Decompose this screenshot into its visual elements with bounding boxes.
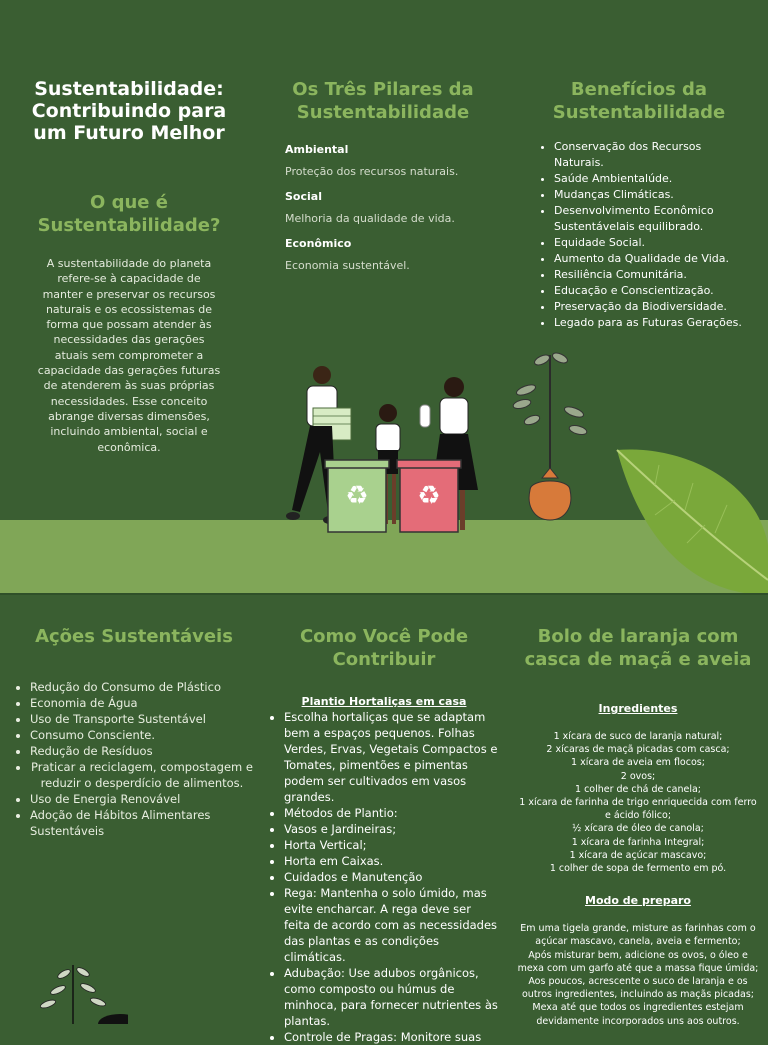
list-item: • Consumo Consciente.: [30, 727, 254, 743]
pillar-text: Economia sustentável.: [285, 259, 410, 272]
back-panel: [0, 595, 768, 1044]
list-item: • Adubação: Use adubos orgânicos, como composto ou húmus de minhoca, para fornecer nutrientes às plantas.: [284, 965, 500, 1029]
list-item: • Aumento da Qualidade de Vida.: [554, 251, 752, 267]
actions-column: [14, 625, 254, 839]
actions-heading: Ações Sustentáveis: [35, 626, 233, 647]
list-item: 1 xícara de farinha Integral;: [571, 836, 705, 848]
recipe-heading: Bolo de laranja com casca de maçã e aveia: [524, 626, 752, 670]
contribute-subheading: Plantio Hortaliças em casa: [301, 695, 467, 708]
list-item: • Redução do Consumo de Plástico: [30, 679, 254, 695]
what-text: A sustentabilidade do planeta refere-se à capacidade de manter e preservar os recursos naturais e os ecossistemas de forma que possam atender às necessidades das gerações atuais sem comprometer a capacidade das gerações futuras de atenderem às suas próprias necessidades. Esse conceito abrange diversas dimensões, incluindo ambiental, social e econômica.: [37, 257, 221, 454]
contribute-heading: Como Você Pode Contribuir: [299, 626, 469, 670]
list-item: • Resiliência Comunitária.: [554, 267, 752, 283]
pillar-text: Melhoria da qualidade de vida.: [285, 212, 455, 225]
list-item: • Cuidados e Manutenção: [284, 869, 500, 885]
what-heading: O que é Sustentabilidade?: [37, 192, 221, 236]
sapling-pot-illustration: [508, 350, 590, 522]
list-item: 1 colher de chá de canela;: [575, 783, 701, 795]
list-item: • Conservação dos Recursos Naturais.: [554, 139, 752, 171]
contribute-list: [268, 709, 500, 1045]
list-item: • Controle de Pragas: Monitore suas: [284, 1029, 500, 1045]
intro-column: [28, 78, 230, 455]
list-item: • Uso de Transporte Sustentável: [30, 711, 254, 727]
list-item: • Desenvolvimento Econômico Sustentávelais equilibrado.: [554, 203, 752, 235]
list-item: • Educação e Conscientização.: [554, 283, 752, 299]
list-item: • Mudanças Climáticas.: [554, 187, 752, 203]
list-item: • Saúde Ambientalúde.: [554, 171, 752, 187]
list-item: 1 xícara de farinha de trigo enriquecida com ferro e ácido fólico;: [519, 797, 757, 822]
list-item: 1 xícara de suco de laranja natural;: [553, 731, 723, 742]
pillars-heading: Os Três Pilares da Sustentabilidade: [292, 79, 474, 123]
list-item: • Praticar a reciclagem, compostagem e reduzir o desperdício de alimentos.: [30, 759, 254, 791]
leaf-illustration: [615, 445, 768, 595]
list-item: Mexa até que todos os ingredientes estejam devidamente incorporados uns aos outros.: [532, 1002, 744, 1027]
pillar-title: Econômico: [285, 237, 352, 250]
benefits-list: [526, 139, 752, 331]
svg-text:♻: ♻: [417, 481, 441, 511]
list-item: Em uma tigela grande, misture as farinhas com o açúcar mascavo, canela, aveia e fermento;: [520, 923, 756, 948]
pillar-title: Social: [285, 190, 322, 203]
list-item: • Métodos de Plantio:: [284, 805, 500, 821]
recycling-people-illustration: [280, 360, 490, 535]
method-heading: Modo de preparo: [585, 894, 691, 908]
list-item: • Economia de Água: [30, 695, 254, 711]
list-item: • Horta Vertical;: [284, 837, 500, 853]
list-item: 1 xícara de açúcar mascavo;: [569, 849, 707, 861]
list-item: • Escolha hortaliças que se adaptam bem a espaços pequenos. Folhas Verdes, Ervas, Vegetais Compactos e Tomates, pimentões e pimentas podem ser cultivados em vasos grandes.: [284, 709, 500, 805]
ingredients-heading: Ingredientes: [598, 702, 678, 715]
list-item: • Redução de Resíduos: [30, 743, 254, 759]
list-item: • Vasos e Jardineiras;: [284, 821, 500, 837]
list-item: Após misturar bem, adicione os ovos, o óleo e mexa com um garfo até que a massa fique úmida;: [517, 949, 759, 974]
list-item: • Horta em Caixas.: [284, 853, 500, 869]
list-item: • Preservação da Biodiversidade.: [554, 299, 752, 315]
list-item: 1 xícara de aveia em flocos;: [571, 757, 705, 769]
list-item: ½ xícara de óleo de canola;: [572, 823, 704, 835]
method-list: [516, 922, 760, 1028]
list-item: • Uso de Energia Renovável: [30, 791, 254, 807]
list-item: 2 xícaras de maçã picadas com casca;: [546, 744, 730, 756]
list-item: 1 colher de sopa de fermento em pó.: [549, 863, 727, 875]
benefits-heading: Benefícios da Sustentabilidade: [552, 79, 726, 123]
list-item: • Rega: Mantenha o solo úmido, mas evite encharcar. A rega deve ser feita de acordo com as necessidades das plantas e as condições climáticas.: [284, 885, 500, 965]
list-item: • Equidade Social.: [554, 235, 752, 251]
small-plant-illustration: [28, 960, 128, 1024]
main-title: Sustentabilidade: Contribuindo para um Futuro Melhor: [31, 78, 227, 144]
contribute-column: [268, 625, 500, 1045]
benefits-column: [526, 78, 752, 331]
svg-text:♻: ♻: [345, 481, 369, 511]
list-item: • Legado para as Futuras Gerações.: [554, 315, 752, 331]
pillar-text: Proteção dos recursos naturais.: [285, 165, 459, 178]
recipe-column: [516, 625, 760, 1028]
list-item: 2 ovos;: [620, 770, 656, 782]
list-item: • Adoção de Hábitos Alimentares Sustentáveis: [30, 807, 254, 839]
actions-list: [14, 679, 254, 839]
pillar-title: Ambiental: [285, 143, 349, 156]
ingredients-list: [516, 730, 760, 875]
pillars-column: [278, 78, 488, 272]
list-item: Aos poucos, acrescente o suco de laranja e os outros ingredientes, incluindo as maçãs picadas;: [521, 976, 755, 1001]
